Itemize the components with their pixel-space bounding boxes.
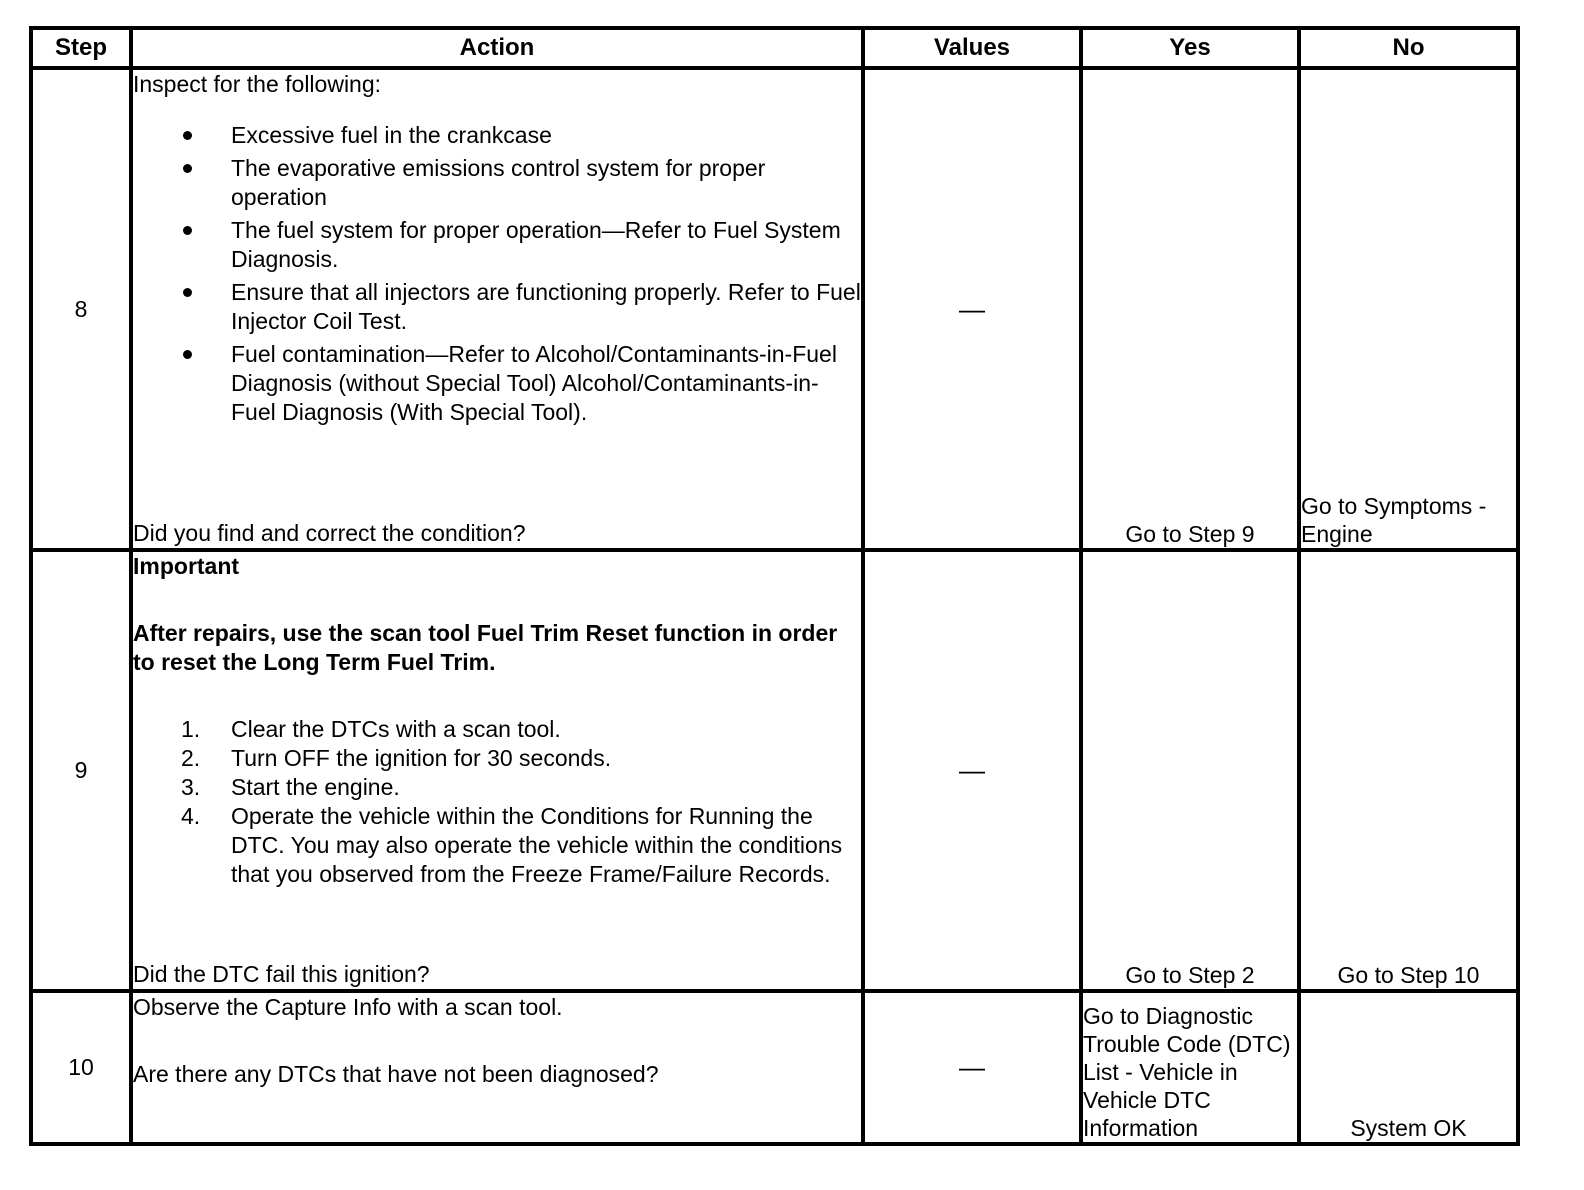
table-row-step-9 <box>31 550 1518 991</box>
list-item <box>181 715 861 744</box>
values-cell: — <box>863 68 1081 550</box>
action-question: Did you find and correct the condition? <box>133 520 526 546</box>
list-item-text: The fuel system for proper operation—Refer to Fuel System Diagnosis. <box>231 217 841 272</box>
list-item <box>181 773 861 802</box>
step-number: 9 <box>31 550 131 991</box>
header-yes: Yes <box>1081 28 1299 68</box>
important-text: After repairs, use the scan tool Fuel Trim Reset function in order to reset the Long Term Fuel Trim. <box>133 620 838 675</box>
diagnostic-table <box>29 26 1520 1146</box>
list-item-text: Start the engine. <box>231 774 400 800</box>
action-cell <box>131 991 863 1144</box>
table-row-step-10 <box>31 991 1518 1144</box>
no-result: Go to Step 10 <box>1299 550 1518 991</box>
bullet-icon <box>183 288 192 297</box>
action-intro: Inspect for the following: <box>133 71 382 97</box>
yes-result: Go to Step 9 <box>1081 68 1299 550</box>
bullet-icon <box>183 226 192 235</box>
action-intro: Observe the Capture Info with a scan tool. <box>133 994 563 1020</box>
list-item-text: Excessive fuel in the crankcase <box>231 122 552 148</box>
action-question: Did the DTC fail this ignition? <box>133 961 430 987</box>
header-row <box>31 28 1518 68</box>
action-cell <box>131 550 863 991</box>
list-item <box>231 340 861 427</box>
action-cell <box>131 68 863 550</box>
list-item-number: 2. <box>181 745 201 771</box>
list-item-number: 3. <box>181 774 201 800</box>
list-item-text: Clear the DTCs with a scan tool. <box>231 716 561 742</box>
bullet-icon <box>183 350 192 359</box>
list-item <box>181 744 861 773</box>
procedure-list <box>133 715 861 889</box>
no-result: System OK <box>1299 991 1518 1144</box>
yes-result: Go to Diagnostic Trouble Code (DTC) List - Vehicle in Vehicle DTC Information <box>1081 991 1299 1144</box>
list-item-text: The evaporative emissions control system for proper operation <box>231 155 766 210</box>
list-item-text: Turn OFF the ignition for 30 seconds. <box>231 745 612 771</box>
bullet-icon <box>183 131 192 140</box>
inspection-list <box>133 121 861 427</box>
important-title: Important <box>133 553 240 579</box>
list-item <box>231 121 861 150</box>
step-number: 8 <box>31 68 131 550</box>
list-item-text: Ensure that all injectors are functioning properly. Refer to Fuel Injector Coil Test. <box>231 279 861 334</box>
list-item-number: 4. <box>181 803 201 829</box>
yes-result: Go to Step 2 <box>1081 550 1299 991</box>
list-item-number: 1. <box>181 716 201 742</box>
values-cell: — <box>863 550 1081 991</box>
step-number: 10 <box>31 991 131 1144</box>
table-row-step-8 <box>31 68 1518 550</box>
list-item <box>181 802 861 889</box>
header-step: Step <box>31 28 131 68</box>
list-item <box>231 216 861 274</box>
header-action: Action <box>131 28 863 68</box>
action-question: Are there any DTCs that have not been diagnosed? <box>133 1061 659 1087</box>
list-item <box>231 154 861 212</box>
header-values: Values <box>863 28 1081 68</box>
no-result: Go to Symptoms - Engine <box>1299 68 1518 550</box>
values-cell: — <box>863 991 1081 1144</box>
list-item <box>231 278 861 336</box>
bullet-icon <box>183 164 192 173</box>
list-item-text: Fuel contamination—Refer to Alcohol/Contaminants-in-Fuel Diagnosis (without Special Tool) Alcohol/Contaminants-in-Fuel Diagnosis (With Special Tool). <box>231 341 837 425</box>
header-no: No <box>1299 28 1518 68</box>
list-item-text: Operate the vehicle within the Conditions for Running the DTC. You may also operate the vehicle within the conditions that you observed from the Freeze Frame/Failure Records. <box>231 803 843 887</box>
